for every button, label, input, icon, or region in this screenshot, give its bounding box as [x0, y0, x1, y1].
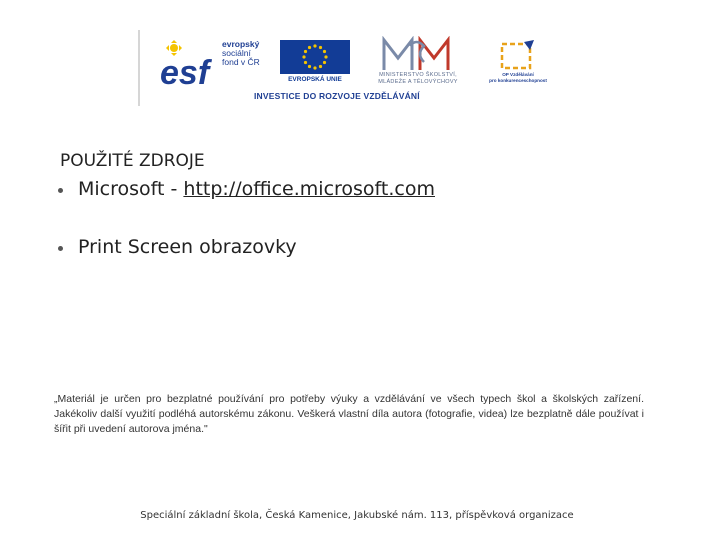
msmt-caption: [366, 72, 470, 86]
footer-text: Speciální základní škola, Česká Kamenice, Jakubské nám. 113, příspěvková organizace: [140, 510, 574, 521]
op-caption-line2: pro konkurenceschopnost: [489, 77, 547, 83]
section-heading: POUŽITÉ ZDROJE: [60, 151, 205, 171]
esf-wordmark: [222, 40, 278, 67]
esf-line2: sociální: [222, 48, 251, 58]
source-prefix: Microsoft -: [78, 178, 184, 200]
esf-logo-mark: [160, 38, 220, 88]
esf-logo: [160, 38, 270, 88]
esf-abbr: esf: [160, 54, 210, 88]
source-link[interactable]: http://office.microsoft.com: [183, 178, 435, 200]
esf-line3: fond v ČR: [222, 57, 260, 67]
eu-flag: [280, 40, 350, 74]
esf-line1: evropský: [222, 39, 260, 49]
msmt-caption-line1: MINISTERSTVO ŠKOLSTVÍ,: [379, 72, 457, 78]
op-caption-line1: OP Vzdělávání: [502, 72, 534, 77]
eu-logo: [280, 40, 350, 86]
eu-stars-icon: [280, 40, 350, 74]
list-item: [56, 236, 297, 258]
license-disclaimer: „Materiál je určen pro bezplatné používání pro potřeby výuky a vzdělávání ve všech typech škol a školských zařízení. Jakékoliv další využití podléhá autorskému zákonu. Veškerá vlastní díla autora (fotografie, videa) lze bezplatně dále používat i šířit při uvedení autorova jména.": [54, 393, 644, 435]
eu-caption: EVROPSKÁ UNIE: [288, 76, 342, 83]
bullet-icon: [58, 246, 63, 251]
banner-divider: [138, 30, 140, 106]
msmt-logo: [366, 36, 470, 90]
op-square-icon: [488, 38, 548, 72]
op-logo: [488, 38, 548, 92]
msmt-caption-line2: MLÁDEŽE A TĚLOVÝCHOVY: [378, 79, 458, 85]
bullet-icon: [58, 188, 63, 193]
list-item: [56, 178, 435, 200]
op-caption: [488, 72, 548, 83]
msmt-monogram-icon: [380, 36, 456, 72]
source-text: Print Screen obrazovky: [78, 236, 297, 258]
sponsor-banner: [138, 28, 578, 108]
banner-tagline: INVESTICE DO ROZVOJE VZDĚLÁVÁNÍ: [254, 91, 420, 101]
